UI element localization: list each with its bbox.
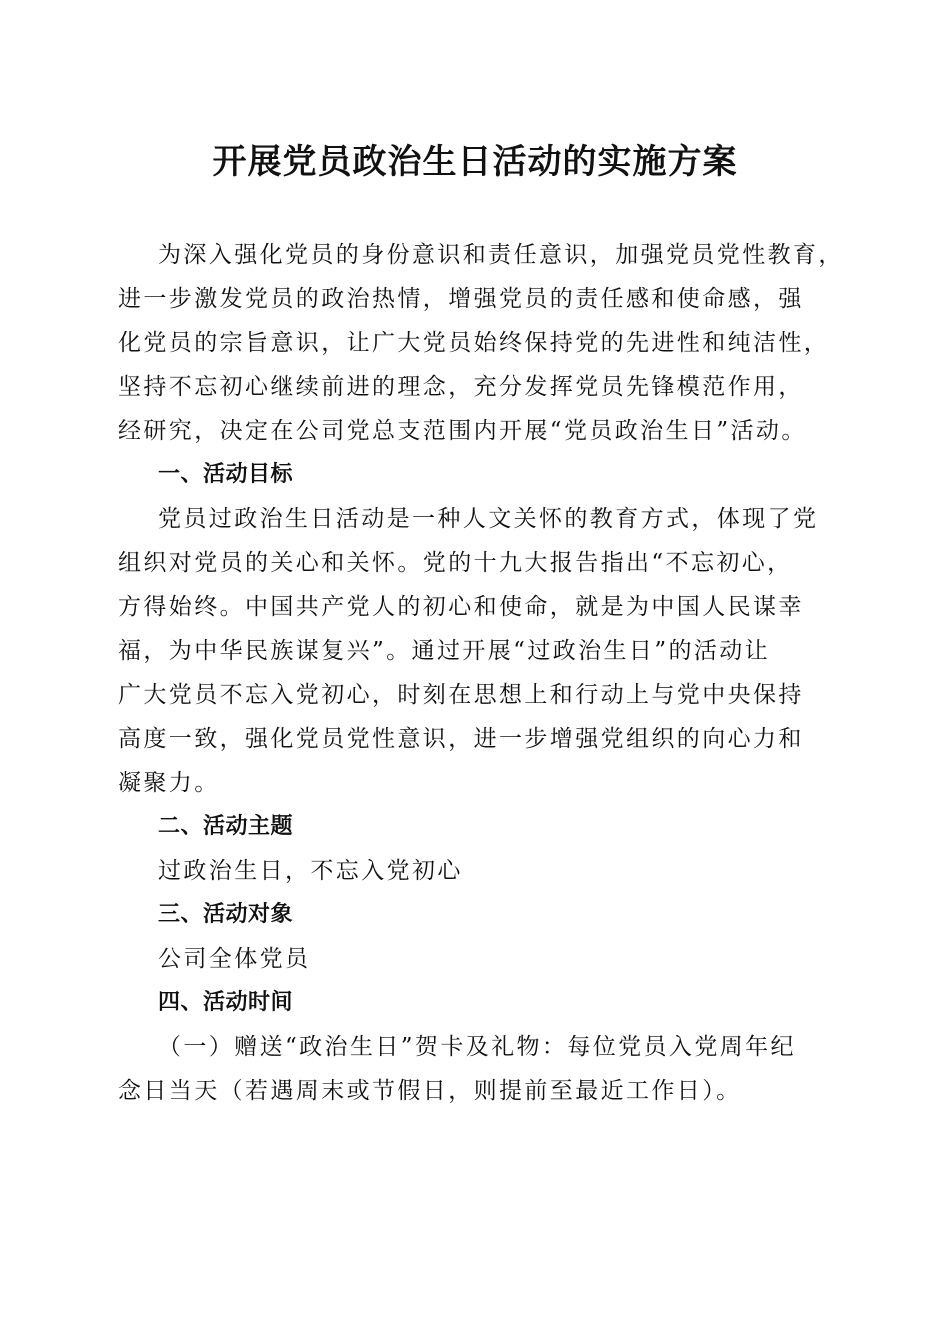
section-time-paragraph [118, 1025, 833, 1113]
section-theme-text: 过政治生日，不忘入党初心 [158, 858, 463, 884]
section-participants-text: 公司全体党员 [158, 946, 311, 972]
goals-line: 福，为中华民族谋复兴”。通过开展“过政治生日”的活动让 [118, 638, 771, 664]
time-line: 念日当天（若遇周末或节假日，则提前至最近工作日）。 [118, 1078, 742, 1104]
intro-line: 为深入强化党员的身份意识和责任意识，加强党员党性教育， [158, 242, 844, 268]
section-heading-theme: 二、活动主题 [158, 814, 294, 839]
section-goals-paragraph [118, 497, 833, 805]
goals-line: 组织对党员的关心和关怀。党的十九大报告指出“不忘初心， [118, 550, 793, 576]
intro-line: 坚持不忘初心继续前进的理念，充分发挥党员先锋模范作用， [118, 374, 804, 400]
goals-line: 党员过政治生日活动是一种人文关怀的教育方式，体现了党 [158, 506, 819, 532]
goals-line: 方得始终。中国共产党人的初心和使命，就是为中国人民谋幸 [118, 594, 804, 620]
goals-line: 凝聚力。 [118, 770, 220, 796]
document-body [118, 233, 844, 1113]
intro-paragraph [118, 233, 844, 453]
intro-line: 经研究，决定在公司党总支范围内开展“党员政治生日”活动。 [118, 418, 807, 444]
section-heading-time: 四、活动时间 [158, 990, 294, 1015]
intro-line: 进一步激发党员的政治热情，增强党员的责任感和使命感，强 [118, 286, 804, 312]
section-heading-participants: 三、活动对象 [158, 902, 294, 927]
goals-line: 广大党员不忘入党初心，时刻在思想上和行动上与党中央保持 [118, 682, 804, 708]
intro-line: 化党员的宗旨意识，让广大党员始终保持党的先进性和纯洁性， [118, 330, 830, 356]
section-heading-goals: 一、活动目标 [158, 462, 294, 487]
document-title: 开展党员政治生日活动的实施方案 [212, 142, 738, 182]
goals-line: 高度一致，强化党员党性意识，进一步增强党组织的向心力和 [118, 726, 804, 752]
time-line: （一）赠送“政治生日”贺卡及礼物：每位党员入党周年纪 [158, 1034, 796, 1060]
